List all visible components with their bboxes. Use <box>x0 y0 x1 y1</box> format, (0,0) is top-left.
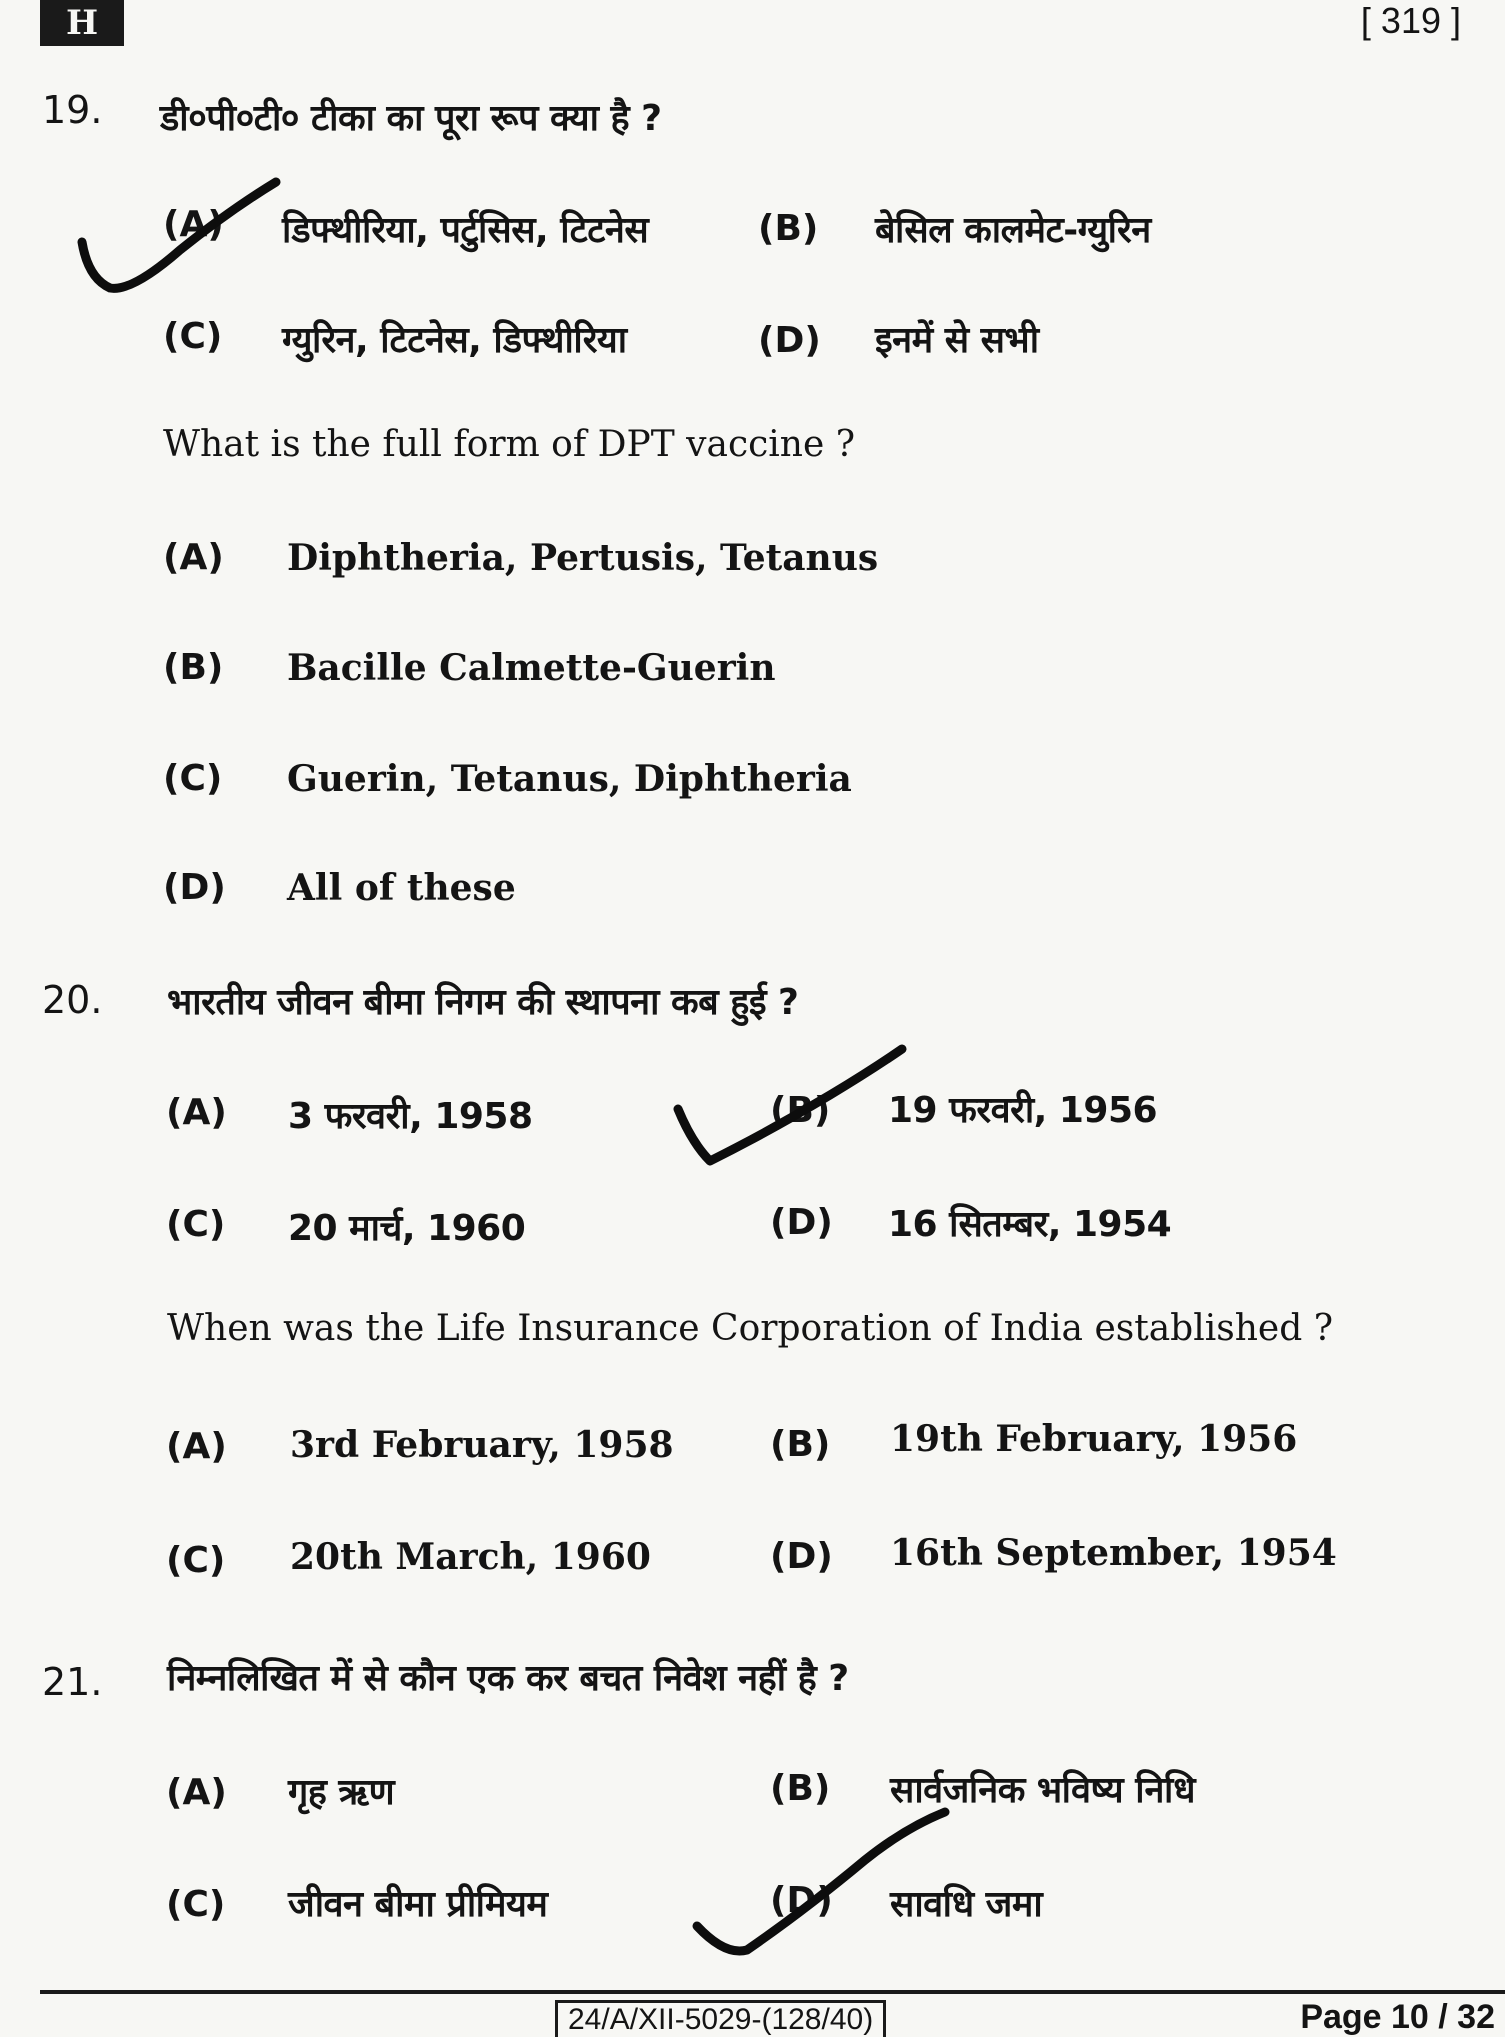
option-label: (A) <box>166 1426 227 1467</box>
option-text-hindi: बेसिल कालमेट-ग्युरिन <box>875 210 1151 251</box>
option-text-hindi: डिफ्थीरिया, पर्टुसिस, टिटनेस <box>282 210 649 251</box>
question-number: 20. <box>42 978 103 1022</box>
option-text-english: 16th September, 1954 <box>890 1532 1337 1574</box>
question-text-hindi: निम्नलिखित में से कौन एक कर बचत निवेश नहीं है ? <box>167 1658 849 1699</box>
set-badge: H <box>40 0 124 46</box>
option-text-english: 19th February, 1956 <box>890 1418 1298 1460</box>
option-text-hindi: 19 फरवरी, 1956 <box>888 1090 1158 1131</box>
option-text-hindi: इनमें से सभी <box>875 320 1039 361</box>
question-number: 19. <box>42 88 103 132</box>
option-text-hindi: 3 फरवरी, 1958 <box>288 1096 533 1137</box>
option-text-english: Guerin, Tetanus, Diphtheria <box>287 758 852 800</box>
option-text-hindi: जीवन बीमा प्रीमियम <box>288 1884 548 1925</box>
option-label: (B) <box>163 647 224 688</box>
question-text-english: What is the full form of DPT vaccine ? <box>163 424 856 465</box>
option-label: (C) <box>166 1884 226 1925</box>
option-text-english: All of these <box>287 867 516 909</box>
option-label: (D) <box>770 1202 833 1243</box>
option-label: (A) <box>163 537 224 578</box>
page-number: Page 10 / 32 <box>1300 1998 1495 2036</box>
paper-code: 24/A/XII-5029-(128/40) <box>555 2000 886 2037</box>
option-text-hindi: ग्युरिन, टिटनेस, डिफ्थीरिया <box>282 320 627 361</box>
option-label: (B) <box>770 1424 831 1465</box>
option-label: (D) <box>758 320 821 361</box>
answer-tick-mark <box>670 1035 910 1175</box>
answer-tick-mark <box>685 1800 955 1970</box>
option-text-hindi: सार्वजनिक भविष्य निधि <box>890 1770 1195 1811</box>
answer-tick-mark <box>70 170 290 310</box>
option-label: (B) <box>770 1090 831 1131</box>
question-text-english: When was the Life Insurance Corporation of India established ? <box>167 1308 1333 1349</box>
option-label: (C) <box>163 316 223 357</box>
option-label: (B) <box>770 1768 831 1809</box>
option-text-english: Bacille Calmette-Guerin <box>287 647 776 689</box>
option-label: (C) <box>166 1204 226 1245</box>
option-text-english: Diphtheria, Pertusis, Tetanus <box>287 537 879 579</box>
option-label: (D) <box>163 867 226 908</box>
option-text-english: 3rd February, 1958 <box>290 1424 674 1466</box>
option-text-hindi: 20 मार्च, 1960 <box>288 1208 526 1249</box>
footer-rule <box>40 1990 1505 1994</box>
page-code: [ 319 ] <box>1360 0 1461 41</box>
question-text-hindi: डी०पी०टी० टीका का पूरा रूप क्या है ? <box>160 98 662 139</box>
option-label: (C) <box>166 1540 226 1581</box>
option-label: (C) <box>163 758 223 799</box>
question-text-hindi: भारतीय जीवन बीमा निगम की स्थापना कब हुई ? <box>167 982 799 1023</box>
option-label: (D) <box>770 1536 833 1577</box>
question-number: 21. <box>42 1660 103 1704</box>
option-label: (D) <box>770 1880 833 1921</box>
option-label: (A) <box>163 204 224 245</box>
option-text-english: 20th March, 1960 <box>290 1536 651 1578</box>
option-text-hindi: सावधि जमा <box>890 1884 1043 1925</box>
option-text-hindi: गृह ऋण <box>288 1772 395 1813</box>
option-label: (A) <box>166 1092 227 1133</box>
option-text-hindi: 16 सितम्बर, 1954 <box>888 1204 1172 1245</box>
option-label: (B) <box>758 208 819 249</box>
option-label: (A) <box>166 1772 227 1813</box>
